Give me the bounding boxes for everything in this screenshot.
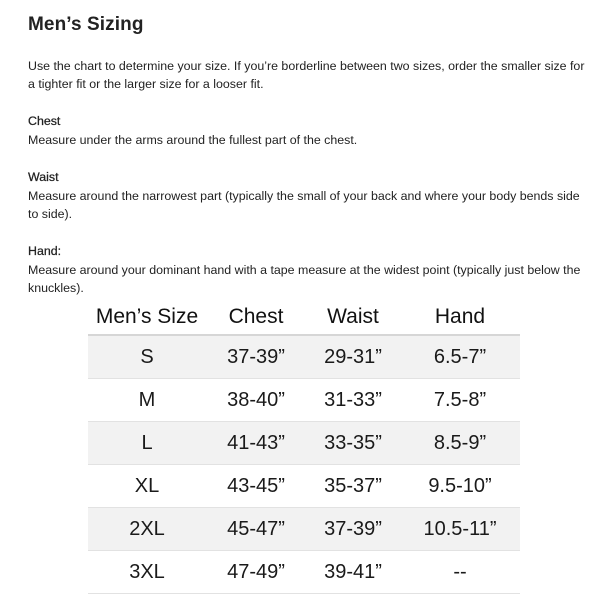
size-cell: 3XL: [88, 551, 206, 594]
header-chest: Chest: [206, 300, 306, 335]
size-cell: L: [88, 422, 206, 465]
chest-cell: 45-47”: [206, 508, 306, 551]
header-mens-size: Men’s Size: [88, 300, 206, 335]
hand-description: Measure around your dominant hand with a tape measure at the widest point (typically just below the knuckles).: [28, 263, 581, 295]
chest-description: Measure under the arms around the fullest part of the chest.: [28, 133, 358, 147]
header-waist: Waist: [306, 300, 400, 335]
table-header-row: [88, 300, 520, 335]
table-row: [88, 379, 520, 422]
waist-cell: 39-41”: [306, 551, 400, 594]
size-cell: 2XL: [88, 508, 206, 551]
page-title: Men’s Sizing: [28, 14, 144, 35]
chest-cell: 37-39”: [206, 335, 306, 379]
hand-cell: 10.5-11”: [400, 508, 520, 551]
chest-cell: 47-49”: [206, 551, 306, 594]
waist-description: Measure around the narrowest part (typically the small of your back and where your body bends side to side).: [28, 189, 580, 221]
waist-heading: Waist: [28, 170, 59, 184]
table-row: [88, 551, 520, 594]
hand-cell: 8.5-9”: [400, 422, 520, 465]
table-row: [88, 465, 520, 508]
size-cell: XL: [88, 465, 206, 508]
size-cell: S: [88, 335, 206, 379]
chest-cell: 41-43”: [206, 422, 306, 465]
waist-cell: 29-31”: [306, 335, 400, 379]
table-row: [88, 422, 520, 465]
waist-cell: 37-39”: [306, 508, 400, 551]
header-hand: Hand: [400, 300, 520, 335]
chest-heading: Chest: [28, 114, 61, 128]
table-row: [88, 335, 520, 379]
hand-cell: 6.5-7”: [400, 335, 520, 379]
size-cell: M: [88, 379, 206, 422]
hand-heading: Hand:: [28, 244, 62, 258]
waist-cell: 35-37”: [306, 465, 400, 508]
chest-cell: 43-45”: [206, 465, 306, 508]
chest-cell: 38-40”: [206, 379, 306, 422]
size-chart-table: [88, 300, 520, 594]
intro-paragraph: Use the chart to determine your size. If you’re borderline between two sizes, order the smaller size for a tighter fit or the larger size for a looser fit.: [28, 59, 585, 91]
waist-cell: 33-35”: [306, 422, 400, 465]
hand-cell: 9.5-10”: [400, 465, 520, 508]
waist-cell: 31-33”: [306, 379, 400, 422]
table-row: [88, 508, 520, 551]
hand-cell: --: [400, 551, 520, 594]
hand-cell: 7.5-8”: [400, 379, 520, 422]
